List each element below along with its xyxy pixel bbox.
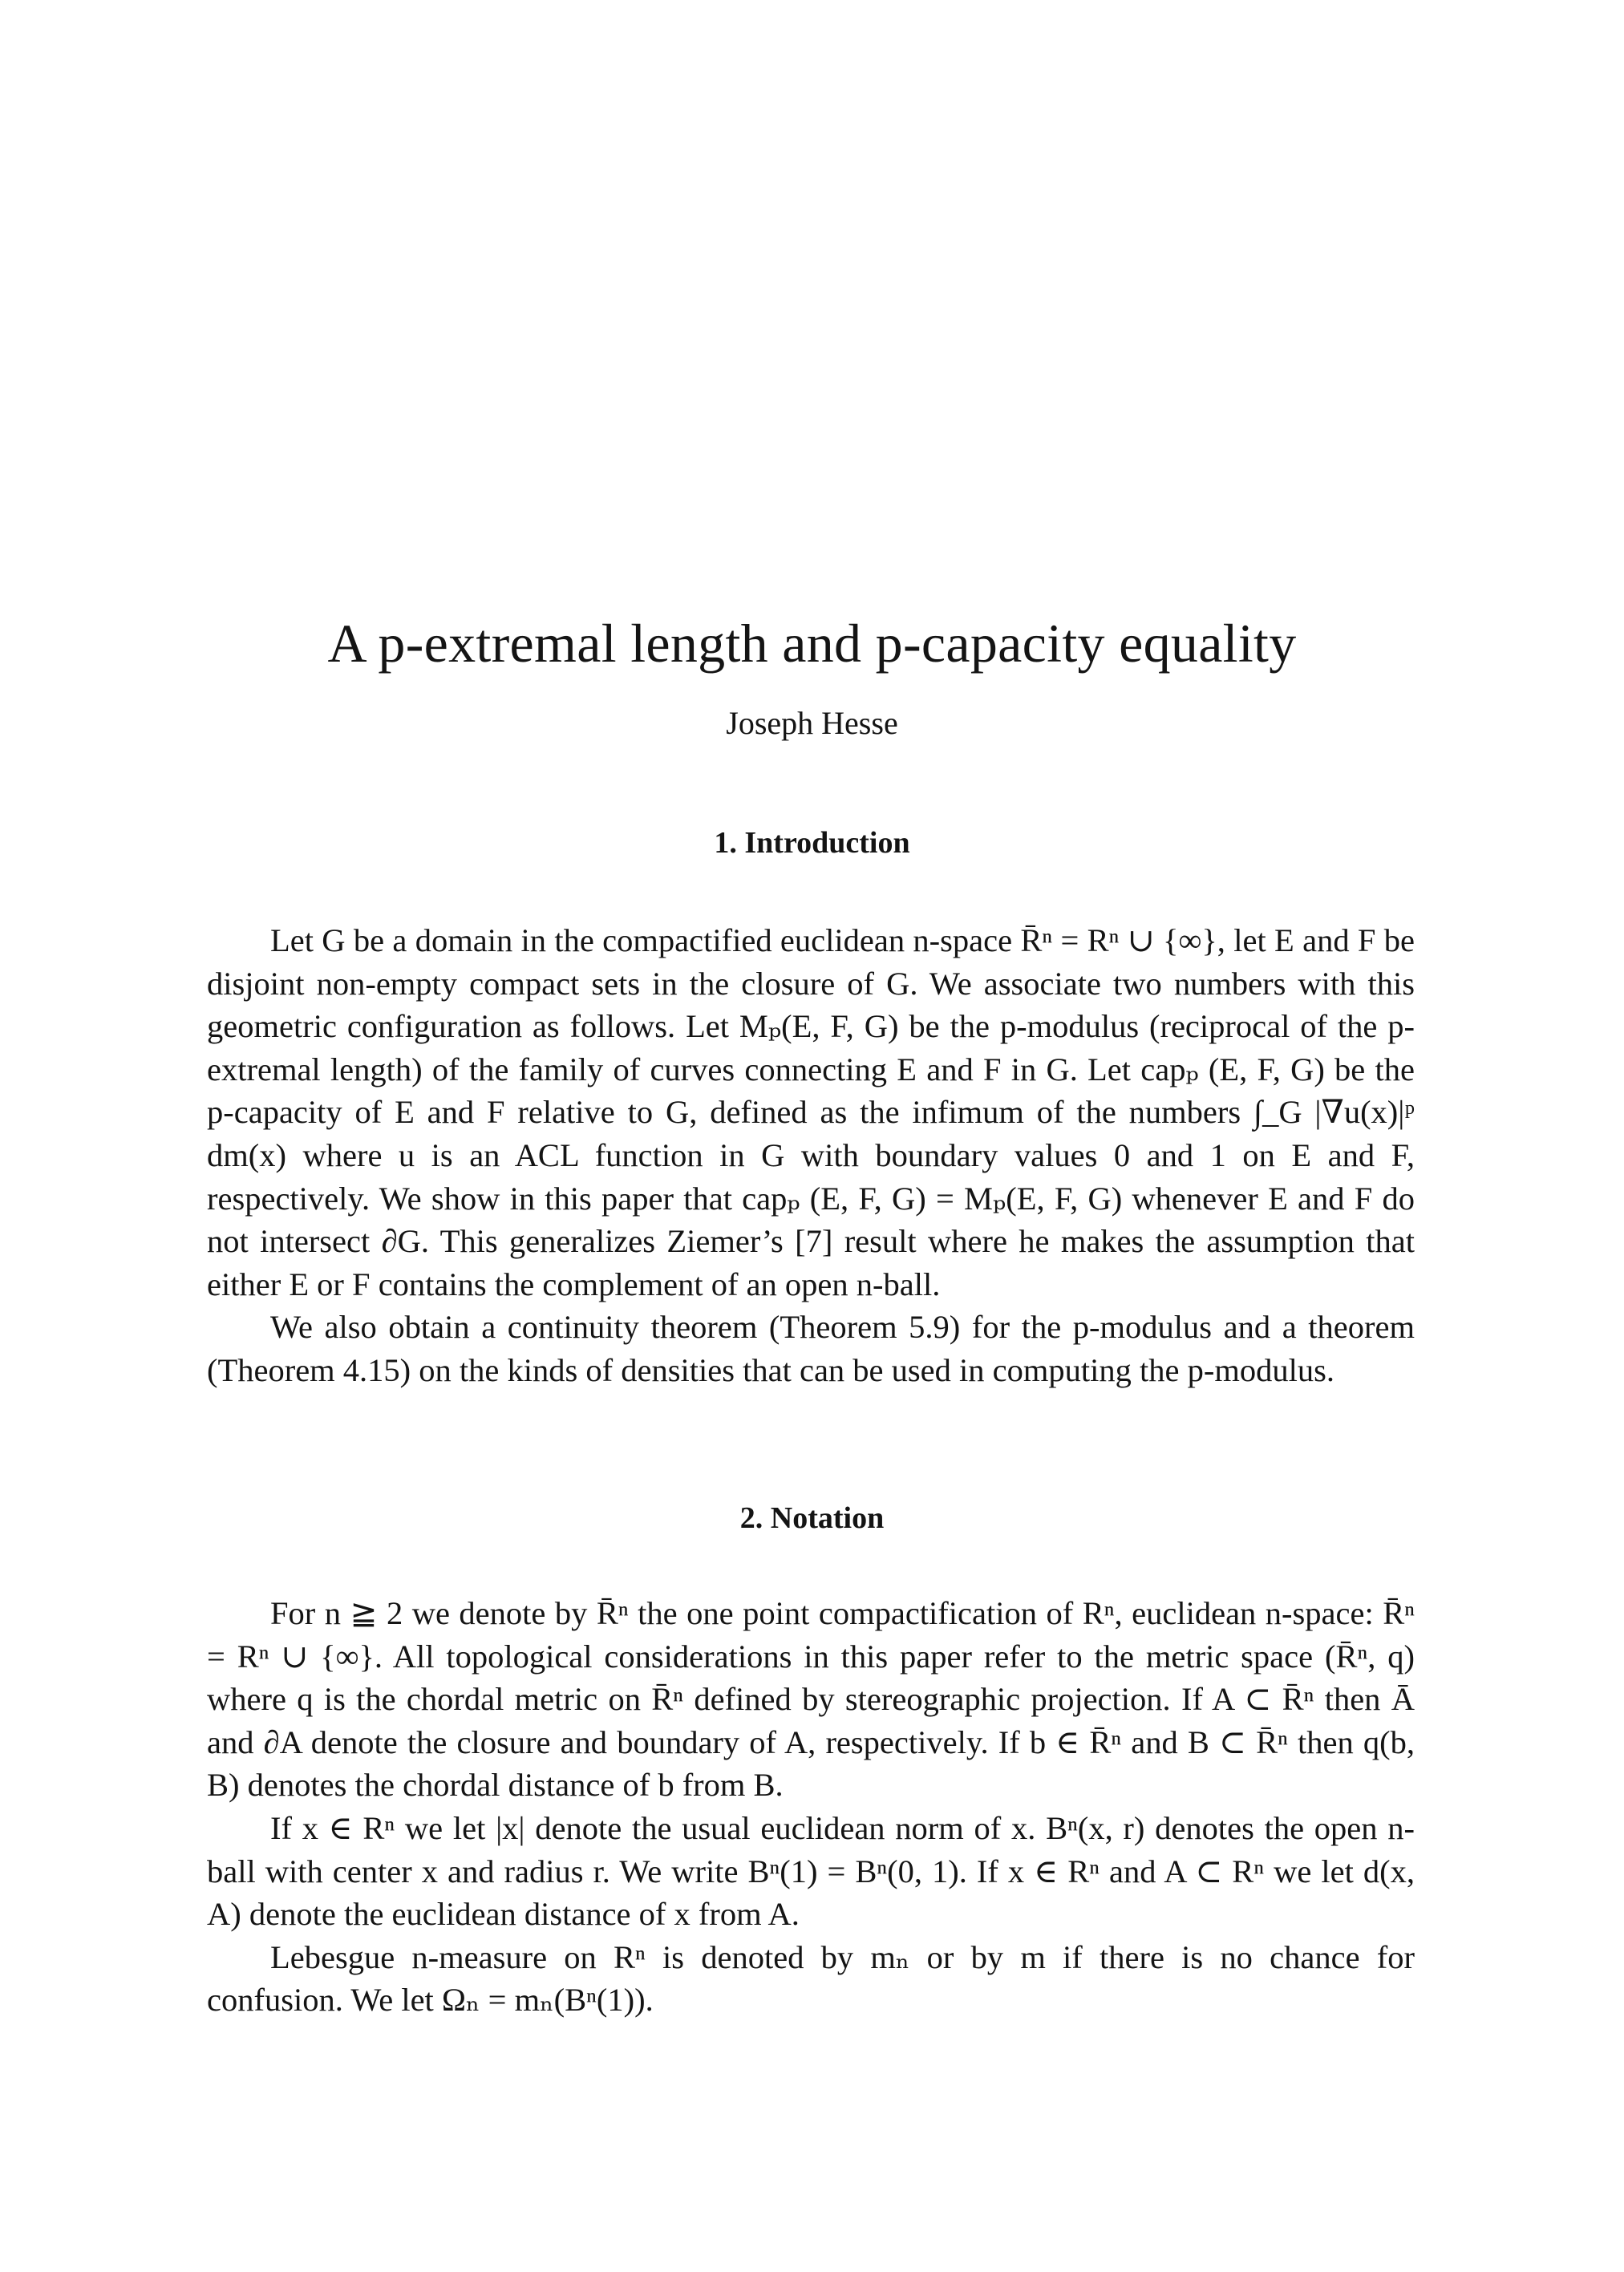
section-heading-notation: 2. Notation — [739, 1501, 885, 1535]
section-introduction-body — [207, 919, 1415, 1392]
paragraph: If x ∈ Rⁿ we let |x| denote the usual euclidean norm of x. Bⁿ(x, r) denotes the open n-ball with center x and radius r. We write Bⁿ(1) = Bⁿ(0, 1). If x ∈ Rⁿ and A ⊂ Rⁿ we let d(x, A) denote the euclidean distance of x from A. — [207, 1809, 1415, 1933]
paper-title: A p-extremal length and p-capacity equality — [327, 613, 1297, 674]
paragraph: We also obtain a continuity theorem (Theorem 5.9) for the p-modulus and a theorem (Theorem 4.15) on the kinds of densities that can be used in computing the p-modulus. — [207, 1309, 1415, 1388]
section-heading-introduction: 1. Introduction — [714, 826, 910, 860]
paper-author: Joseph Hesse — [726, 705, 898, 741]
paragraph: Lebesgue n-measure on Rⁿ is denoted by mₙ or by m if there is no chance for confusion. We let Ωₙ = mₙ(Bⁿ(1)). — [207, 1938, 1415, 2019]
section-notation-body — [207, 1592, 1415, 2022]
paragraph: Let G be a domain in the compactified euclidean n-space R̄ⁿ = Rⁿ ∪ {∞}, let E and F be disjoint non-empty compact sets in the closure of G. We associate two numbers with this geometric configuration as follows. Let Mₚ(E, F, G) be the p-modulus (reciprocal of the p-extremal length) of the family of curves connecting E and F in G. Let capₚ (E, F, G) be the p-capacity of E and F relative to G, defined as the infimum of the numbers ∫_G |∇u(x)|ᵖ dm(x) where u is an ACL function in G with boundary values 0 and 1 on E and F, respectively. We show in this paper that capₚ (E, F, G) = Mₚ(E, F, G) whenever E and F do not intersect ∂G. This generalizes Ziemer’s [7] result where he makes the assumption that either E or F contains the complement of an open n-ball. — [207, 922, 1415, 1302]
paragraph: For n ≧ 2 we denote by R̄ⁿ the one point compactification of Rⁿ, euclidean n-space: R̄ⁿ = Rⁿ ∪ {∞}. All topological considerations in this paper refer to the metric space (R̄ⁿ, q) where q is the chordal metric on R̄ⁿ defined by stereographic projection. If A ⊂ R̄ⁿ then Ā and ∂A denote the closure and boundary of A, respectively. If b ∈ R̄ⁿ and B ⊂ R̄ⁿ then q(b, B) denotes the chordal distance of b from B. — [207, 1595, 1415, 1804]
